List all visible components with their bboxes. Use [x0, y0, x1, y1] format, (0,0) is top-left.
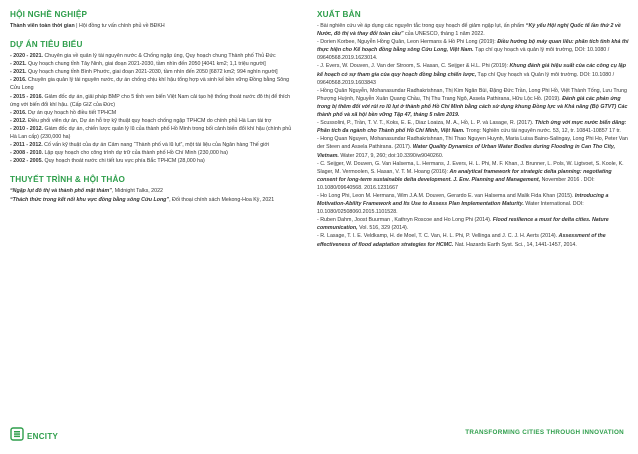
project-item	[10, 117, 298, 125]
project-item	[10, 52, 298, 60]
publication-item	[317, 160, 631, 192]
talk-title: “Thách thức trong kết nối khu vực đồng bằng sông Cửu Long”	[10, 196, 170, 203]
project-description: Quy hoạch thoát nước chi tiết lưu vực phía Bắc TPHCM (28,000 ha)	[42, 158, 205, 165]
project-description: Chuyên gia về quản lý tài nguyên nước & Chống ngập úng, Quy hoạch chung Thành phố Thủ Đức	[42, 53, 276, 60]
talk-list	[10, 187, 298, 203]
talk-item	[10, 187, 298, 195]
footer-logo	[10, 427, 58, 446]
project-year: - 2012.	[10, 117, 27, 124]
publication-authors: - J. Evers, W. Douven, J. Van der Stroom, S. Hasan, C. Seijger & H.L. Phi (2019):	[317, 63, 510, 70]
publication-title: Điều hướng bộ máy quan liêu: phân tích tình khả thi thực hiện cho Kế hoạch đồng bằng sông Cửu Long, Việt Nam.	[317, 39, 629, 54]
publication-item	[317, 38, 631, 62]
project-description: Quy hoạch chung tỉnh Tây Ninh, giai đoạn 2021-2030, tầm nhìn đến 2050 [4041 km2; 1,1 triệu người]	[26, 61, 266, 68]
publication-title: Đánh giá các phản ứng trong bị thêm đối với rủi ro lũ lụt ở thành phố Hồ Chí Minh bằng cách sử dụng khung Đồng lực và Khả năng (Bộ GTVT) Các thành phố và xã hội bền vững Tập 47, tháng 5 năm 2019.	[317, 95, 628, 119]
publication-title: “Kỷ yếu Hội nghị Quốc tế lần thứ 2 về Nước, đô thị và thay đổi toàn cầu”	[317, 23, 621, 38]
project-description: Lập quy hoạch cho công trình dự trữ của thành phố Hồ Chí Minh (230,000 ha)	[42, 150, 228, 157]
publication-authors: - Ho Long Phi, Leon M. Hermans, Wim J.A.M. Douven, Gerardo E. van Halsema and Malik Fida Khan (2015).	[317, 192, 575, 199]
publication-item	[317, 135, 631, 159]
publication-source: Water International. DOI: 10.1080/02508060.2015.1101528.	[317, 201, 584, 216]
section-title-nghe-nghiep: HỘI NGHỀ NGHIỆP	[10, 10, 88, 19]
publication-title: Assessment of the effectiveness of flood adaptation strategies for HCMC.	[317, 233, 606, 248]
talk-item	[10, 196, 298, 204]
publication-source: Tạp chí quy hoạch và quản lý môi trường, DOI: 10.1080 / 09640568.2019.1623014.	[317, 47, 610, 62]
left-column	[10, 10, 298, 204]
project-year: - 2016.	[10, 109, 27, 116]
publication-title: An analytical framework for strategic delta planning: negotiating consent for long-term sustainable delta development. J. Env. Planning and Management,	[317, 168, 612, 183]
publication-source: Water 2017, 9, 260; doi:10.3390/w9040260.	[338, 152, 444, 159]
publication-item	[317, 62, 631, 86]
publication-title: Water Quality Dynamics of Urban Water Bodies during Flooding in Can Tho City, Vietnam.	[317, 144, 616, 159]
project-year: - 2002 - 2005.	[10, 158, 43, 165]
talk-venue: , Đối thoại chính sách Mekong-Hoa Kỳ, 2021	[169, 196, 275, 203]
membership-lead: Thành viên toàn thời gian	[10, 23, 75, 29]
project-item	[10, 157, 298, 165]
publication-title: Flood resilience a must for delta cities. Nature communication,	[317, 217, 609, 232]
project-year: - 2016.	[10, 77, 27, 84]
project-item	[10, 109, 298, 117]
publication-item	[317, 22, 631, 38]
membership-text: | Hội đồng tư vấn chính phủ về BĐKH	[74, 23, 165, 29]
project-description: Dự án quy hoạch hồ điều tiết TPHCM	[26, 109, 117, 116]
publication-source: Tạp chí Quy hoạch và Quản lý môi trường. DOI: 10.1080 / 09640568.2019.1603843	[317, 71, 615, 86]
encity-logo-icon	[10, 427, 24, 446]
talk-venue: , Midnight Talks, 2022	[111, 188, 163, 195]
publication-item	[317, 192, 631, 216]
project-description: Quy hoạch chung tỉnh Bình Phước, giai đoạn 2021-2030, tầm nhìn đến 2050 [6872 km2; 994 nghìn người]	[26, 69, 278, 76]
publication-authors: - C. Seijger, W. Douven, G. Van Halsema, L. Hermans, J. Evers, H. L. Phi, M. F. Khan, J. Brunner, L. Pols, W. Ligtvoet, S. Koole, K. Slager, M. Vermoolen, S. Hasan, V. T. M. Hoang (2016):	[317, 160, 624, 175]
project-year: - 2021.	[10, 61, 27, 68]
publication-title: Khung đánh giá hiệu suất của các công cụ lập kế hoạch có sự tham gia của quy hoạch đồng bằng chiến lược,	[317, 63, 626, 78]
project-description: Điều phối viên dự án, Dự án hỗ trợ kỹ thuật quy hoạch chống ngập TPHCM do chính phủ Hà Lan tài trợ	[26, 117, 272, 124]
membership-line	[10, 22, 298, 30]
publication-source: Vol. 516, 329 (2014).	[357, 225, 409, 232]
project-description: Giám đốc dự án, chiến lược quản lý lũ của thành phố Hồ Minh trong bối cảnh biến đổi khí hậu (chính phủ Hà Lan cấp) (230,000 ha)	[10, 125, 292, 141]
publication-source: November 2016 . DOI: 10.1080/09640568. 2016.1231667	[317, 176, 595, 191]
project-year: - 2015 - 2016.	[10, 93, 43, 100]
project-item	[10, 76, 298, 92]
publication-title: Thích ứng với mực nước biển dâng: Phân tích đa ngành cho Thành phố Hồ Chí Minh, Việt Nam.	[317, 120, 627, 135]
publication-item	[317, 216, 631, 232]
project-item	[10, 60, 298, 68]
publication-list	[317, 22, 631, 249]
publication-authors: - Bài nghiên cứu về áp dụng các nguyên tắc trong quy hoạch để giảm ngập lụt, ấn phẩm	[317, 23, 526, 29]
publication-item	[317, 232, 631, 248]
project-list	[10, 52, 298, 165]
project-year: - 2010 - 2012.	[10, 125, 43, 132]
publication-authors: - R. Lasage, T. I. E. Veldkamp, H. de Moel, T. C. Van, H. L. Phi, P. Vellinga and J. C. J. H. Aerts (2014).	[317, 233, 559, 240]
section-title-du-an: DỰ ÁN TIÊU BIỂU	[10, 40, 83, 50]
project-item	[10, 125, 298, 141]
project-item	[10, 141, 298, 149]
project-item	[10, 149, 298, 157]
project-item	[10, 68, 298, 76]
publication-source: của UNESCO, tháng 1 năm 2022.	[403, 31, 485, 38]
publication-authors: - Dorien Korbee, Nguyễn Hồng Quân, Leon Hermans & Hồ Phi Long (2019):	[317, 39, 498, 46]
project-description: Chuyên gia quản lý tài nguyên nước, dự án chống chịu khí hậu tổng hợp và sinh kế bền vững Đồng bằng Sông Cửu Long	[10, 77, 290, 92]
project-description: Giảm đốc dự án, giải pháp BMP cho 5 tỉnh ven biển Việt Nam cải tạo hệ thống thoát nước đô thị để thích ứng với biến đổi khí hậu. (Cấp GIZ của Đức)	[10, 93, 291, 108]
publication-authors: - Hong Quan Nguyen, Mohanasundar Radhakrishnan, Thi Thao Nguyen Huynh, Maria Luisa Baino-Salingay, Long Phi Ho, Peter Van der Steen and Assela Pathirana. (2017).	[317, 136, 628, 151]
section-title-thuyet-trinh: THUYẾT TRÌNH & HỘI THẢO	[10, 175, 126, 185]
right-column	[317, 10, 631, 249]
project-year: - 2011 - 2012.	[10, 142, 43, 149]
publication-item	[317, 87, 631, 119]
talk-title: “Ngập lụt đô thị và thành phố mặt thảm”	[10, 188, 112, 195]
logo-text: ENCITY	[27, 432, 59, 441]
project-item	[10, 93, 298, 109]
publication-source: Nat. Hazards Earth Syst. Sci., 14, 1441-1457, 2014.	[453, 241, 577, 248]
project-description: Cố vấn kỹ thuật của dự án Cảm nang “Thành phố và lũ lụt”, một tài liệu của Ngân hàng Thế giới	[42, 142, 269, 149]
publication-authors: - Ruben Dahm, Joost Buurman , Kathryn Roscoe and Ho Long Phi (2014).	[317, 217, 493, 224]
project-year: - 2020 - 2021.	[10, 53, 43, 60]
publication-title: Introducing a Motivation-Ability Framework and Its Use to Assess Plan Implementation Maturity.	[317, 192, 609, 208]
publication-source: Trong: Nghiên cứu tài nguyên nước. 53, 12, tr. 10841-10857 17 tr.	[464, 128, 621, 135]
project-year: - 2008 - 2010.	[10, 150, 43, 157]
footer-tagline: TRANSFORMING CITIES THROUGH INNOVATION	[465, 429, 624, 436]
publication-authors: - Scussolini, P., Trần, T. V. T., Koks, E. E., Diaz Loaiza, M. A., Hồ, L. P. và Lasage, R. (2017).	[317, 120, 535, 127]
publication-item	[317, 119, 631, 135]
section-title-xuat-ban: XUẤT BẢN	[317, 10, 361, 19]
project-year: - 2021.	[10, 69, 27, 76]
publication-authors: - Hồng Quân Nguyễn, Mohanasundar Radhakrishnan, Thị Kim Ngân Bùi, Đặng Đức Trần, Long Phi Hồ, Việt Thành Tống, Lưu Trung Phượng Huỳnh, Nguyễn Xuân Quang Chầu, Thị Thu Trang Ngô, Assela Pathirana, Hữu Lộc Hồ. (2019).	[317, 87, 627, 102]
